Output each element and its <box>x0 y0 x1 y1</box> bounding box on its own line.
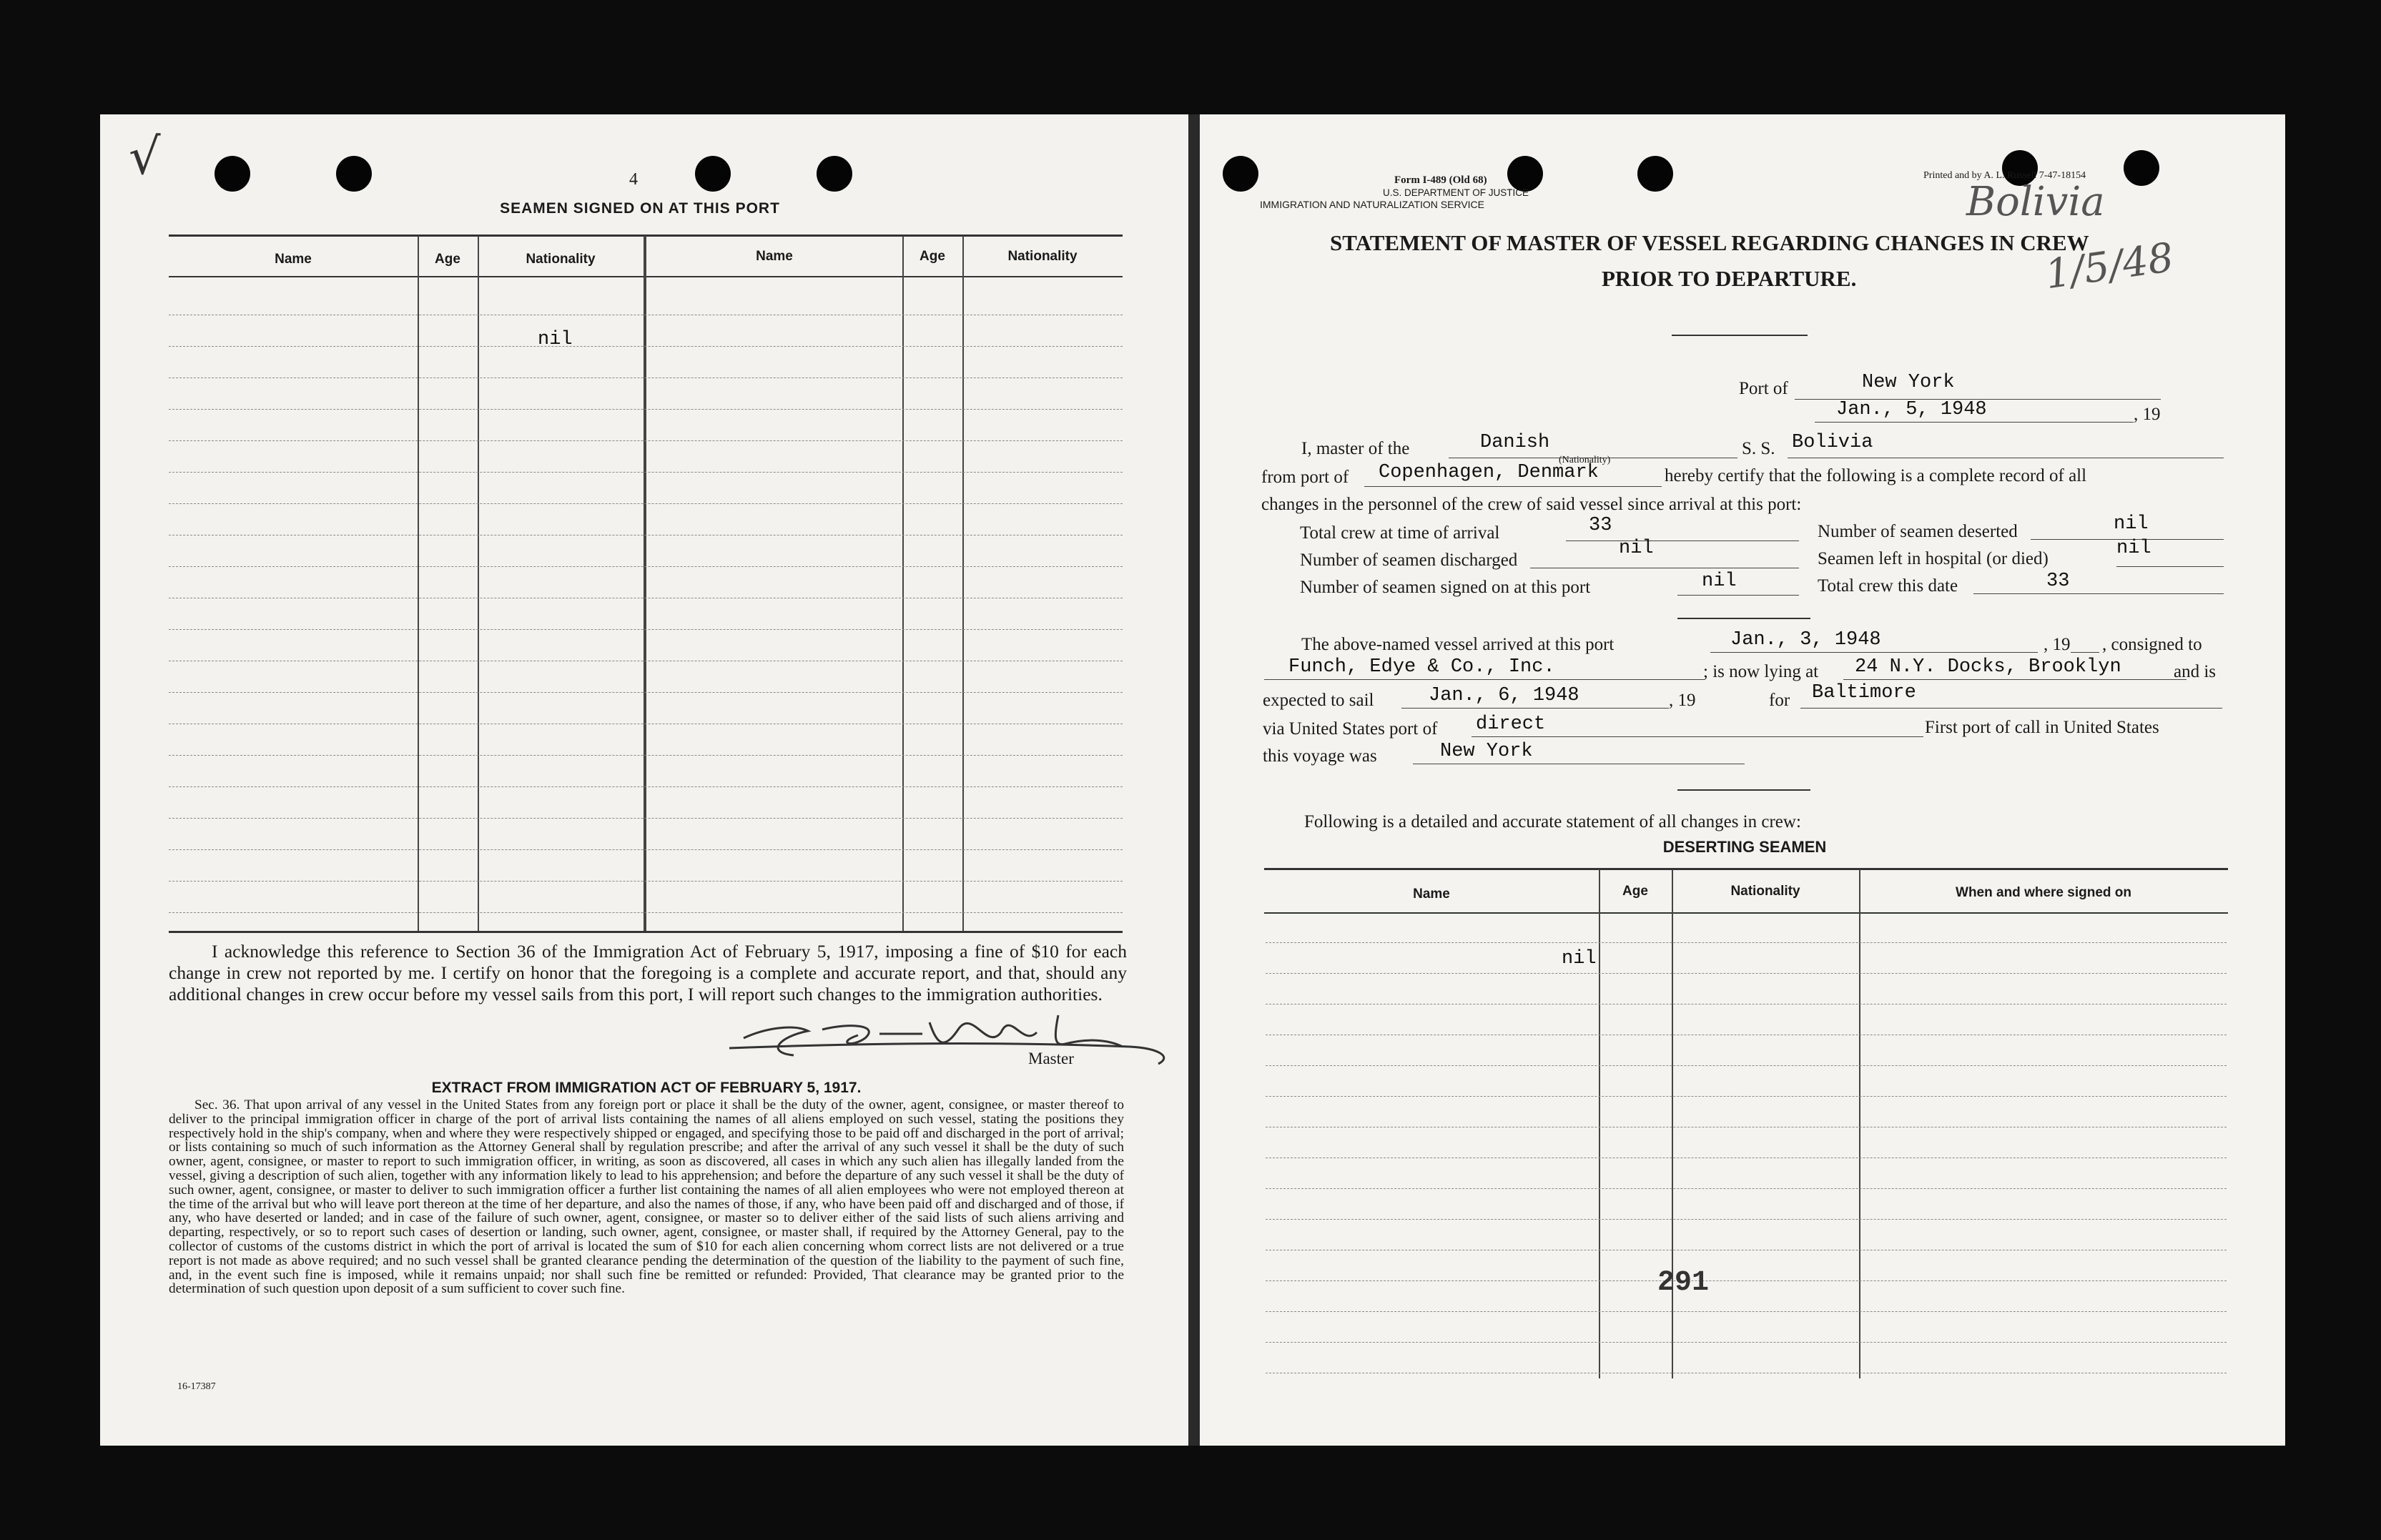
table-rule-line <box>1266 973 2227 974</box>
deserting-seamen-title: DESERTING SEAMEN <box>1662 838 1827 856</box>
punch-hole <box>215 156 250 192</box>
table-rule-line <box>1266 1188 2227 1189</box>
table-rule-line <box>169 440 1123 441</box>
total-crew-date-value: 33 <box>2046 571 2070 592</box>
signed-on-nil-entry: nil <box>538 329 573 350</box>
hospital-value: nil <box>2116 538 2151 559</box>
print-code: 16-17387 <box>177 1381 216 1392</box>
and-is-label: and is <box>2174 662 2217 681</box>
lying-label: ; is now lying at <box>1703 662 1819 681</box>
report-date-suffix: , 19 <box>2134 405 2161 424</box>
deserting-header-age: Age <box>1622 884 1648 899</box>
expected-suffix: , 19 <box>1669 691 1696 710</box>
table-rule-line <box>169 849 1123 850</box>
extract-title: EXTRACT FROM IMMIGRATION ACT OF FEBRUARY 5, 1917. <box>431 1080 862 1096</box>
deserted-label: Number of seamen deserted <box>1818 522 2018 541</box>
column-header-nationality-2: Nationality <box>1007 249 1078 264</box>
column-header-name: Name <box>275 252 312 267</box>
table-rule-line <box>1266 1096 2227 1097</box>
table-rule-line <box>169 786 1123 787</box>
via-value: direct <box>1476 714 1546 735</box>
table-rule-line <box>1266 1280 2227 1281</box>
from-port-label: from port of <box>1261 468 1349 487</box>
signed-on-label: Number of seamen signed on at this port <box>1300 578 1591 597</box>
punch-hole <box>336 156 372 192</box>
table-rule-line <box>169 377 1123 378</box>
column-header-age: Age <box>435 252 460 267</box>
table-rule-line <box>169 629 1123 630</box>
table-rule-line <box>169 912 1123 913</box>
following-text: Following is a detailed and accurate statement of all changes in crew: <box>1304 812 1801 831</box>
table-rule-line <box>169 346 1123 347</box>
voyage-value: New York <box>1440 741 1533 762</box>
port-of-label: Port of <box>1739 379 1788 398</box>
table-rule-line <box>1266 1065 2227 1066</box>
deserted-value: nil <box>2114 513 2149 535</box>
acknowledgment-text: I acknowledge this reference to Section 36 of the Immigration Act of February 5, 1917, imposing a fine of $10 for each change in crew not reported by me. I certify on honor that the foregoing is a complete and accurate report, and that, should any additional changes in crew occur before my vessel sails from this port, I will report such changes to the immigration authorities. <box>169 941 1127 1005</box>
for-label: for <box>1769 691 1790 710</box>
table-rule-line <box>1266 942 2227 943</box>
report-date-value: Jan., 5, 1948 <box>1836 399 1987 420</box>
seamen-signed-on-title: SEAMEN SIGNED ON AT THIS PORT <box>500 200 780 217</box>
punch-hole <box>1637 156 1673 192</box>
table-rule-line <box>169 692 1123 693</box>
table-rule-line <box>169 818 1123 819</box>
table-rule-line <box>169 503 1123 504</box>
table-rule-line <box>169 409 1123 410</box>
handwritten-ship-name: Bolivia <box>1966 179 2105 225</box>
statement-title-line1: STATEMENT OF MASTER OF VESSEL REGARDING CHANGES IN CREW <box>1330 230 2089 255</box>
table-rule-line <box>169 755 1123 756</box>
arrived-value: Jan., 3, 1948 <box>1730 629 1881 651</box>
punch-hole <box>2124 150 2159 186</box>
via-label: via United States port of <box>1263 719 1438 739</box>
table-rule-line <box>169 472 1123 473</box>
signed-on-value: nil <box>1702 571 1737 592</box>
hospital-label: Seamen left in hospital (or died) <box>1818 549 2049 568</box>
right-page <box>1198 114 2285 1446</box>
master-label: Master <box>1028 1050 1074 1067</box>
column-header-nationality: Nationality <box>526 252 596 267</box>
discharged-label: Number of seamen discharged <box>1300 551 1518 570</box>
master-signature <box>715 1001 1173 1080</box>
total-crew-arrival-value: 33 <box>1589 515 1612 536</box>
destination-value: Baltimore <box>1812 682 1916 704</box>
ship-name-value: Bolivia <box>1792 432 1873 453</box>
table-rule-line <box>169 881 1123 882</box>
arrived-label: The above-named vessel arrived at this port <box>1301 635 1615 654</box>
stamp-number: 291 <box>1657 1267 1710 1299</box>
table-rule-line <box>169 566 1123 567</box>
consignee-value: Funch, Edye & Co., Inc. <box>1288 656 1555 678</box>
book-spine <box>1188 114 1200 1446</box>
deserting-header-nationality: Nationality <box>1730 884 1800 899</box>
first-port-label: First port of call in United States <box>1925 718 2159 737</box>
ss-label: S. S. <box>1742 439 1775 458</box>
statement-title-line2: PRIOR TO DEPARTURE. <box>1602 266 1857 291</box>
deserting-header-signed-on: When and where signed on <box>1956 885 2131 900</box>
total-crew-arrival-label: Total crew at time of arrival <box>1300 523 1500 543</box>
changes-text: changes in the personnel of the crew of said vessel since arrival at this port: <box>1261 495 1802 514</box>
nationality-caption: (Nationality) <box>1559 455 1611 465</box>
lying-value: 24 N.Y. Docks, Brooklyn <box>1855 656 2121 678</box>
punch-hole <box>817 156 852 192</box>
consigned-label: , consigned to <box>2102 635 2202 654</box>
expected-value: Jan., 6, 1948 <box>1429 685 1579 706</box>
deserting-nil-entry: nil <box>1562 948 1597 969</box>
deserting-header-name: Name <box>1413 887 1450 902</box>
port-of-value: New York <box>1862 372 1955 393</box>
discharged-value: nil <box>1619 538 1654 559</box>
printer-line: Printed and by A. L. Russell 7-47-18154 <box>1923 170 2086 181</box>
punch-hole <box>695 156 731 192</box>
handwritten-date: 1/5/48 <box>2042 234 2177 299</box>
voyage-label: this voyage was <box>1263 746 1377 766</box>
check-mark: √ <box>129 127 161 186</box>
service-name: IMMIGRATION AND NATURALIZATION SERVICE <box>1260 199 1484 210</box>
arrived-suffix: , 19 <box>2044 635 2071 654</box>
table-rule-line <box>1266 1219 2227 1220</box>
total-crew-date-label: Total crew this date <box>1818 576 1958 596</box>
punch-hole <box>1507 156 1543 192</box>
expected-label: expected to sail <box>1263 691 1374 710</box>
master-of-label: I, master of the <box>1301 439 1410 458</box>
table-rule-line <box>1266 1342 2227 1343</box>
table-rule-line <box>1266 1004 2227 1005</box>
column-header-name-2: Name <box>756 249 793 264</box>
punch-hole <box>1223 156 1258 192</box>
form-number: Form I-489 (Old 68) <box>1394 174 1487 186</box>
certify-text: hereby certify that the following is a complete record of all <box>1665 466 2087 485</box>
extract-text: Sec. 36. That upon arrival of any vessel in the United States from any foreign port or place it shall be the duty of the owner, agent, consignee, or master thereof to deliver to the principal immigration officer in charge of the port of arrival lists containing the names of all aliens employed on such vessel, stating the positions they respectively hold in the ship's company, when and where they were respectively shipped or engaged, and specifying those to be paid off and discharged in the port of arrival; or lists containing so much of such information as the Attorney General shall by regulation prescribe; and after the arrival of any such vessel it shall be the duty of such owner, agent, consignee, or master to report to such immigration officer, in writing, as soon as discovered, all cases in which any such alien has illegally landed from the vessel, giving a description of such alien, together with any information likely to lead to his apprehension; and before the departure of any such vessel it shall be the duty of such owner, agent, consignee, or master to deliver to such immigration officer a further list containing the names of all alien employees who were not employed thereon at the time of the arrival but who will leave port thereon at the time of her departure, and also the names of those, if any, who have been paid off and discharged and of those, if any, who have deserted or landed; and in case of the failure of such owner, agent, consignee, or master so to deliver either of the said lists of such aliens arriving and departing, respectively, or so to report such cases of desertion or landing, such owner, agent, consignee, or master shall, if required by the Attorney General, pay to the collector of customs of the customs district in which the port of arrival is located the sum of $10 for each alien concerning whom correct lists are not delivered or a true report is not made as above required; and no such vessel shall be granted clearance pending the determination of the question of the liability to the payment of such fine, and, in the event such fine is imposed, while it remains unpaid; nor shall such fine be remitted or refunded: Provided, That clearance may be granted prior to the determination of such question upon deposit of a sum sufficient to cover such fine. <box>169 1097 1124 1297</box>
table-rule-line <box>1266 1311 2227 1312</box>
nationality-value: Danish <box>1480 432 1550 453</box>
column-header-age-2: Age <box>920 249 945 264</box>
from-port-value: Copenhagen, Denmark <box>1379 462 1599 483</box>
department-name: U.S. DEPARTMENT OF JUSTICE <box>1382 187 1529 198</box>
page-number: 4 <box>629 170 638 189</box>
